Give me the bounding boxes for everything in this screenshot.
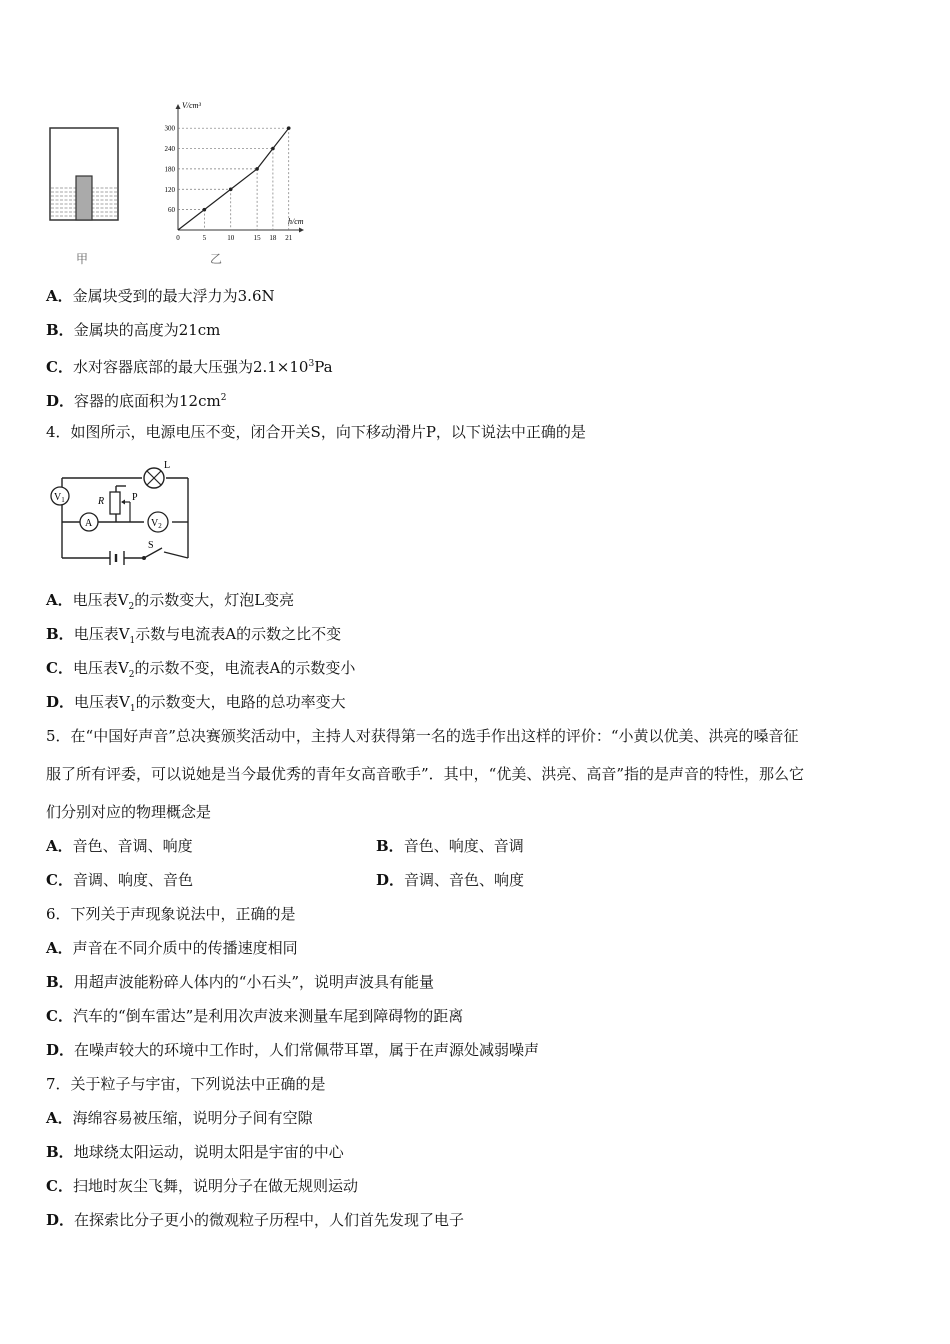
option-letter: B． <box>376 837 404 855</box>
option-letter: A． <box>46 591 73 609</box>
option-text-tail: 示数与电流表A的示数之比不变 <box>135 625 342 643</box>
option-letter: D． <box>46 1041 75 1059</box>
v2-label: V <box>151 518 159 529</box>
option-letter: A． <box>46 939 73 957</box>
subscript: 2 <box>128 602 135 612</box>
y-axis-arrow <box>176 104 181 109</box>
q6-option-c <box>46 1006 463 1026</box>
option-text: 海绵容易被压缩，说明分子间有空隙 <box>72 1109 313 1127</box>
option-text: 音调、响度、音色 <box>72 871 193 889</box>
q7-option-b <box>46 1142 344 1162</box>
data-point <box>271 147 275 151</box>
q5-stem-line-3: 们分别对应的物理概念是 <box>46 803 212 821</box>
figure-yi-caption: 乙 <box>210 252 223 266</box>
subscript: 1 <box>129 704 136 714</box>
option-text: 容器的底面积为12cm <box>74 392 221 410</box>
q3-option-c <box>46 354 333 377</box>
option-letter: C． <box>46 659 73 677</box>
option-letter: B． <box>46 321 74 339</box>
superscript: 2 <box>220 393 227 403</box>
option-text: 在探索比分子更小的微观粒子历程中，人们首先发现了电子 <box>74 1211 465 1229</box>
q4-option-d <box>46 692 346 719</box>
metal-block <box>76 176 92 220</box>
q7-stem: 7．关于粒子与宇宙，下列说法中正确的是 <box>46 1075 326 1093</box>
y-axis-label: V/cm³ <box>182 101 201 110</box>
q4-stem: 4．如图所示，电源电压不变，闭合开关S，向下移动滑片P，以下说法中正确的是 <box>46 423 586 441</box>
rheostat-icon <box>110 492 120 514</box>
option-letter: C． <box>46 1007 73 1025</box>
figure-jia-container <box>48 126 120 266</box>
data-point <box>287 126 291 130</box>
option-unit: Pa <box>314 358 333 376</box>
q3-option-a <box>46 286 275 306</box>
option-letter: D． <box>46 693 75 711</box>
option-text: 扫地时灰尘飞舞，说明分子在做无规则运动 <box>72 1177 358 1195</box>
subscript: 1 <box>129 636 136 646</box>
data-point <box>255 167 259 171</box>
option-letter: C． <box>46 1177 73 1195</box>
option-text: 电压表V <box>72 659 129 677</box>
q5-option-a <box>46 836 193 856</box>
x-axis-label: h/cm <box>288 217 304 226</box>
q5-option-b <box>376 836 524 856</box>
option-text: 在噪声较大的环境中工作时，人们常佩带耳罩，属于在声源处减弱噪声 <box>74 1041 540 1059</box>
option-text: 水对容器底部的最大压强为2.1×10 <box>72 358 309 376</box>
q6-option-b <box>46 972 434 992</box>
option-letter: A． <box>46 837 73 855</box>
ammeter-label: A <box>85 518 93 529</box>
v1-label: V <box>54 492 62 503</box>
option-letter: B． <box>46 973 74 991</box>
slider-label: P <box>132 492 138 503</box>
option-text: 电压表V <box>72 591 129 609</box>
q7-option-c <box>46 1176 358 1196</box>
q5-option-c <box>46 870 193 890</box>
q7-option-a <box>46 1108 313 1128</box>
option-text: 电压表V <box>73 625 130 643</box>
option-letter: B． <box>46 1143 74 1161</box>
option-text: 地球绕太阳运动，说明太阳是宇宙的中心 <box>73 1143 344 1161</box>
option-letter: C． <box>46 358 73 376</box>
x-tick-label: 0 <box>176 234 180 242</box>
q6-option-d <box>46 1040 539 1060</box>
series-line <box>178 128 289 230</box>
option-text: 声音在不同介质中的传播速度相同 <box>72 939 298 957</box>
q4-option-b <box>46 624 341 651</box>
option-letter: D． <box>376 871 405 889</box>
option-text-tail: 的示数变大，电路的总功率变大 <box>135 693 346 711</box>
x-tick-label: 15 <box>253 234 261 242</box>
v1-sub: 1 <box>61 496 65 504</box>
option-text-tail: 的示数变大，灯泡L变亮 <box>134 591 295 609</box>
y-tick-label: 60 <box>168 206 175 215</box>
switch-label: S <box>148 540 154 551</box>
y-tick-label: 240 <box>164 145 175 154</box>
option-text: 汽车的“倒车雷达”是利用次声波来测量车尾到障碍物的距离 <box>72 1007 464 1025</box>
v2-sub: 2 <box>158 522 162 530</box>
x-tick-label: 5 <box>202 234 207 242</box>
lamp-label: L <box>164 460 171 471</box>
x-tick-label: 18 <box>269 234 277 242</box>
q4-option-c <box>46 658 355 685</box>
q3-option-d <box>46 388 226 411</box>
option-text: 音调、音色、响度 <box>404 871 525 889</box>
option-text: 用超声波能粉碎人体内的“小石头”，说明声波具有能量 <box>73 973 435 991</box>
x-tick-label: 21 <box>285 234 293 242</box>
option-letter: A． <box>46 1109 73 1127</box>
q7-option-d <box>46 1210 464 1230</box>
superscript: 3 <box>308 359 315 369</box>
q5-stem-line-2: 服了所有评委，可以说她是当今最优秀的青年女高音歌手”．其中，“优美、洪亮、高音”指的是声音的特性，那么它 <box>46 765 805 783</box>
option-text-tail: 的示数不变，电流表A的示数变小 <box>134 659 356 677</box>
y-tick-label: 300 <box>164 124 175 133</box>
figure-jia-caption: 甲 <box>76 252 89 266</box>
y-tick-label: 180 <box>164 165 175 174</box>
option-letter: D． <box>46 392 75 410</box>
subscript: 2 <box>128 670 135 680</box>
option-letter: C． <box>46 871 73 889</box>
option-text: 金属块的高度为21cm <box>73 321 221 339</box>
y-tick-label: 120 <box>164 185 175 194</box>
figure-yi-chart <box>150 98 310 248</box>
q6-stem: 6．下列关于声现象说法中，正确的是 <box>46 905 296 923</box>
option-letter: A． <box>46 287 73 305</box>
q3-option-b <box>46 320 220 340</box>
rheostat-label: R <box>98 496 105 507</box>
option-text: 音色、响度、音调 <box>403 837 524 855</box>
option-letter: B． <box>46 625 74 643</box>
q4-circuit-diagram <box>44 456 204 576</box>
q4-option-a <box>46 590 294 617</box>
q5-option-d <box>376 870 524 890</box>
option-text: 金属块受到的最大浮力为3.6N <box>72 287 275 305</box>
x-axis-arrow <box>299 228 304 233</box>
q6-option-a <box>46 938 298 958</box>
data-point <box>229 187 233 191</box>
q5-stem-line-1: 5．在“中国好声音”总决赛颁奖活动中，主持人对获得第一名的选手作出这样的评价：“小黄以优美、洪亮的嗓音征 <box>46 727 799 745</box>
option-text: 音色、音调、响度 <box>72 837 193 855</box>
option-letter: D． <box>46 1211 75 1229</box>
data-point <box>203 208 207 212</box>
x-tick-label: 10 <box>227 234 235 242</box>
option-text: 电压表V <box>74 693 130 711</box>
